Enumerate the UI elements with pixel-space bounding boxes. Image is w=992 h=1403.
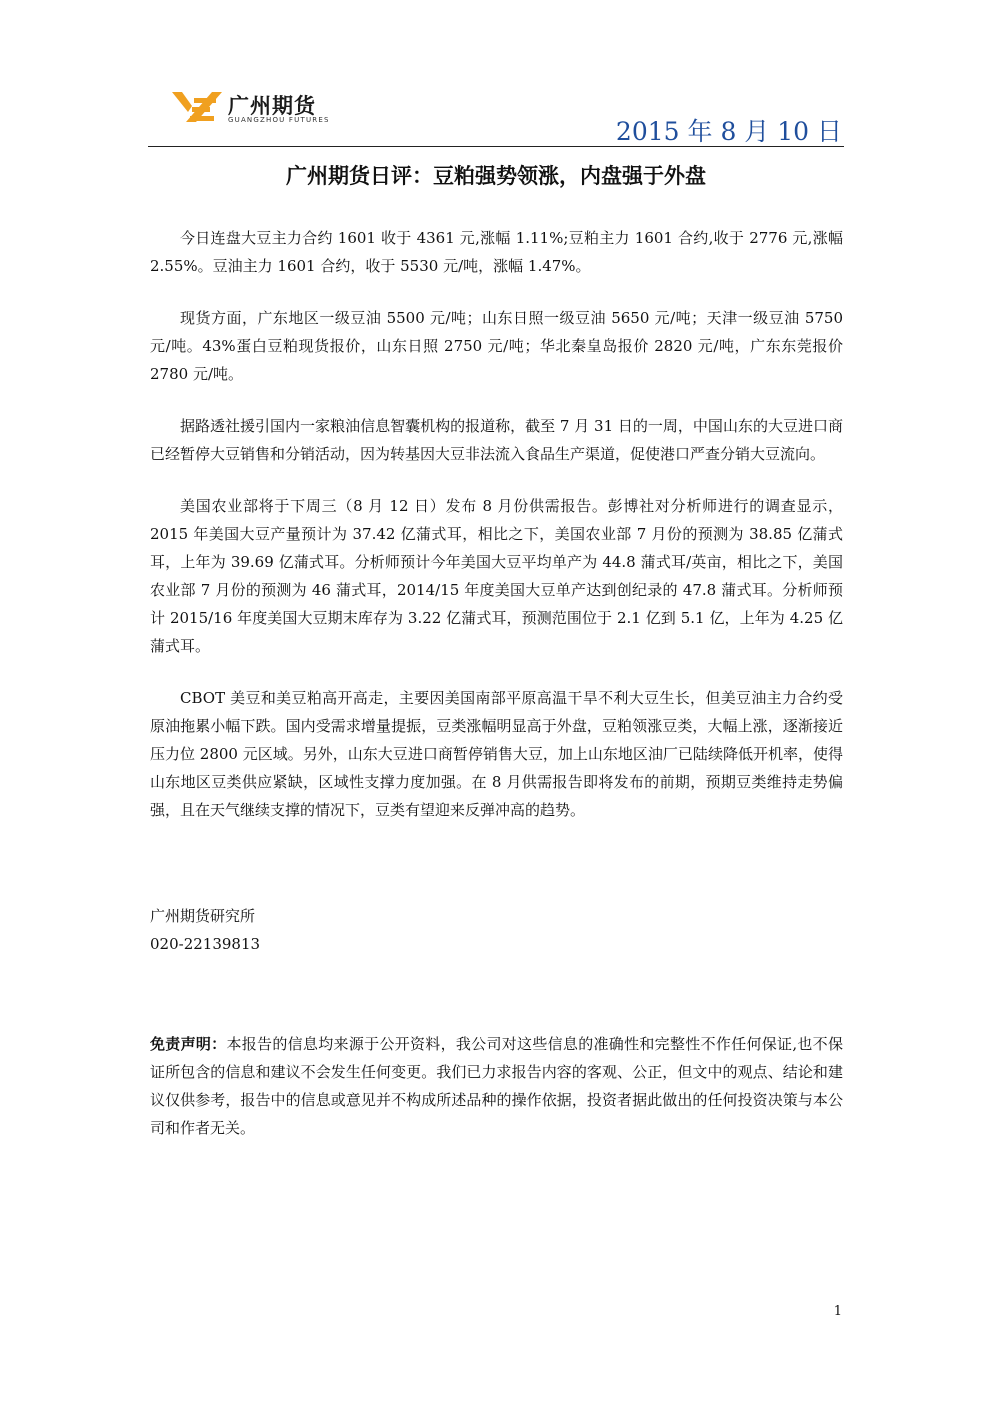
disclaimer-label: 免责声明： <box>150 1035 227 1053</box>
paragraph-futures-close: 今日连盘大豆主力合约 1601 收于 4361 元,涨幅 1.11%;豆粕主力 1601 合约,收于 2776 元,涨幅 2.55%。豆油主力 1601 合约，收于 5530 元/吨，涨幅 1.47%。 <box>150 229 843 275</box>
header-divider <box>148 146 844 147</box>
report-body <box>150 224 843 848</box>
disclaimer <box>150 1030 843 1142</box>
logo-text-cn: 广州期货 <box>228 94 316 118</box>
paragraph-reuters-news: 据路透社援引国内一家粮油信息智囊机构的报道称，截至 7 月 31 日的一周，中国山东的大豆进口商已经暂停大豆销售和分销活动，因为转基因大豆非法流入食品生产渠道，促使港口严查分销大豆流向。 <box>150 417 843 463</box>
company-logo <box>170 88 340 130</box>
paragraph-market-outlook: CBOT 美豆和美豆粕高开高走，主要因美国南部平原高温干旱不利大豆生长，但美豆油主力合约受原油拖累小幅下跌。国内受需求增量提振，豆类涨幅明显高于外盘，豆粕领涨豆类，大幅上涨，逐渐接近压力位 2800 元区域。另外，山东大豆进口商暂停销售大豆，加上山东地区油厂已陆续降低开机率，使得山东地区豆类供应紧缺，区域性支撑力度加强。在 8 月供需报告即将发布的前期，预期豆类维持走势偏强，且在天气继续支撑的情况下，豆类有望迎来反弹冲高的趋势。 <box>150 689 843 819</box>
paragraph-spot-prices: 现货方面，广东地区一级豆油 5500 元/吨；山东日照一级豆油 5650 元/吨；天津一级豆油 5750 元/吨。43%蛋白豆粕现货报价，山东日照 2750 元/吨；华北秦皇岛报价 2820 元/吨，广东东莞报价 2780 元/吨。 <box>150 309 843 383</box>
author-block <box>150 902 260 958</box>
logo-mark-icon <box>170 88 224 126</box>
disclaimer-text: 本报告的信息均来源于公开资料，我公司对这些信息的准确性和完整性不作任何保证,也不保证所包含的信息和建议不会发生任何变更。我们已力求报告内容的客观、公正，但文中的观点、结论和建议仅供参考，报告中的信息或意见并不构成所述品种的操作依据，投资者据此做出的任何投资决策与本公司和作者无关。 <box>150 1035 843 1137</box>
page-number: 1 <box>833 1304 842 1319</box>
author-org: 广州期货研究所 <box>150 907 256 925</box>
logo-text-en: GUANGZHOU FUTURES <box>228 116 330 124</box>
report-date: 2015 年 8 月 10 日 <box>615 117 842 146</box>
paragraph-usda-report: 美国农业部将于下周三（8 月 12 日）发布 8 月份供需报告。彭博社对分析师进行的调查显示，2015 年美国大豆产量预计为 37.42 亿蒲式耳，相比之下，美国农业部 7 月份的预测为 38.85 亿蒲式耳，上年为 39.69 亿蒲式耳。分析师预计今年美国大豆平均单产为 44.8 蒲式耳/英亩，相比之下，美国农业部 7 月份的预测为 46 蒲式耳，2014/15 年度美国大豆单产达到创纪录的 47.8 蒲式耳。分析师预计 2015/16 年度美国大豆期末库存为 3.22 亿蒲式耳，预测范围位于 2.1 亿到 5.1 亿，上年为 4.25 亿蒲式耳。 <box>150 497 843 655</box>
report-title: 广州期货日评：豆粕强势领涨，内盘强于外盘 <box>286 164 706 188</box>
author-phone: 020-22139813 <box>150 935 261 953</box>
